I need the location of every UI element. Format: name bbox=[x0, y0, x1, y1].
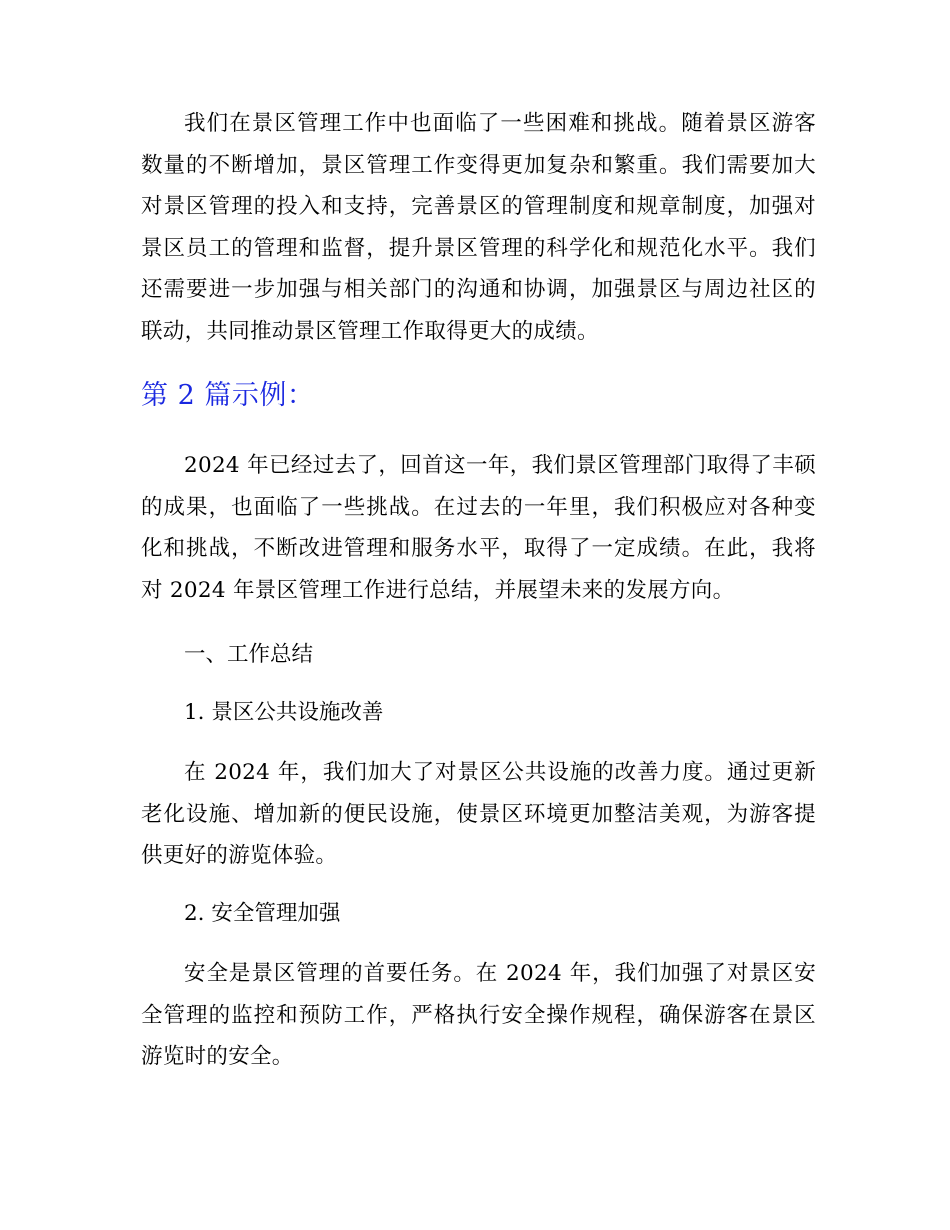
section-heading-example-2: 第 2 篇示例： bbox=[141, 380, 315, 411]
item-public-facilities: 1. 景区公共设施改善 bbox=[184, 700, 384, 725]
paragraph-challenges: 我们在景区管理工作中也面临了一些困难和挑战。随着景区游客数量的不断增加，景区管理工作变得更加复杂和繁重。我们需要加大对景区管理的投入和支持，完善景区的管理制度和规章制度，加强对景区员工的管理和监督，提升景区管理的科学化和规范化水平。我们还需要进一步加强与相关部门的沟通和协调，加强景区与周边社区的联动，共同推动景区管理工作取得更大的成绩。 bbox=[141, 111, 816, 344]
paragraph-public-facilities: 在 2024 年，我们加大了对景区公共设施的改善力度。通过更新老化设施、增加新的便民设施，使景区环境更加整洁美观，为游客提供更好的游览体验。 bbox=[141, 760, 816, 869]
paragraph-year-review: 2024 年已经过去了，回首这一年，我们景区管理部门取得了丰硕的成果，也面临了一些挑战。在过去的一年里，我们积极应对各种变化和挑战，不断改进管理和服务水平，取得了一定成绩。在此，我将对 2024 年景区管理工作进行总结，并展望未来的发展方向。 bbox=[141, 453, 816, 603]
item-safety-management: 2. 安全管理加强 bbox=[184, 901, 341, 926]
section-work-summary: 一、工作总结 bbox=[184, 642, 314, 667]
paragraph-safety-management: 安全是景区管理的首要任务。在 2024 年，我们加强了对景区安全管理的监控和预防工作，严格执行安全操作规程，确保游客在景区游览时的安全。 bbox=[141, 961, 816, 1070]
